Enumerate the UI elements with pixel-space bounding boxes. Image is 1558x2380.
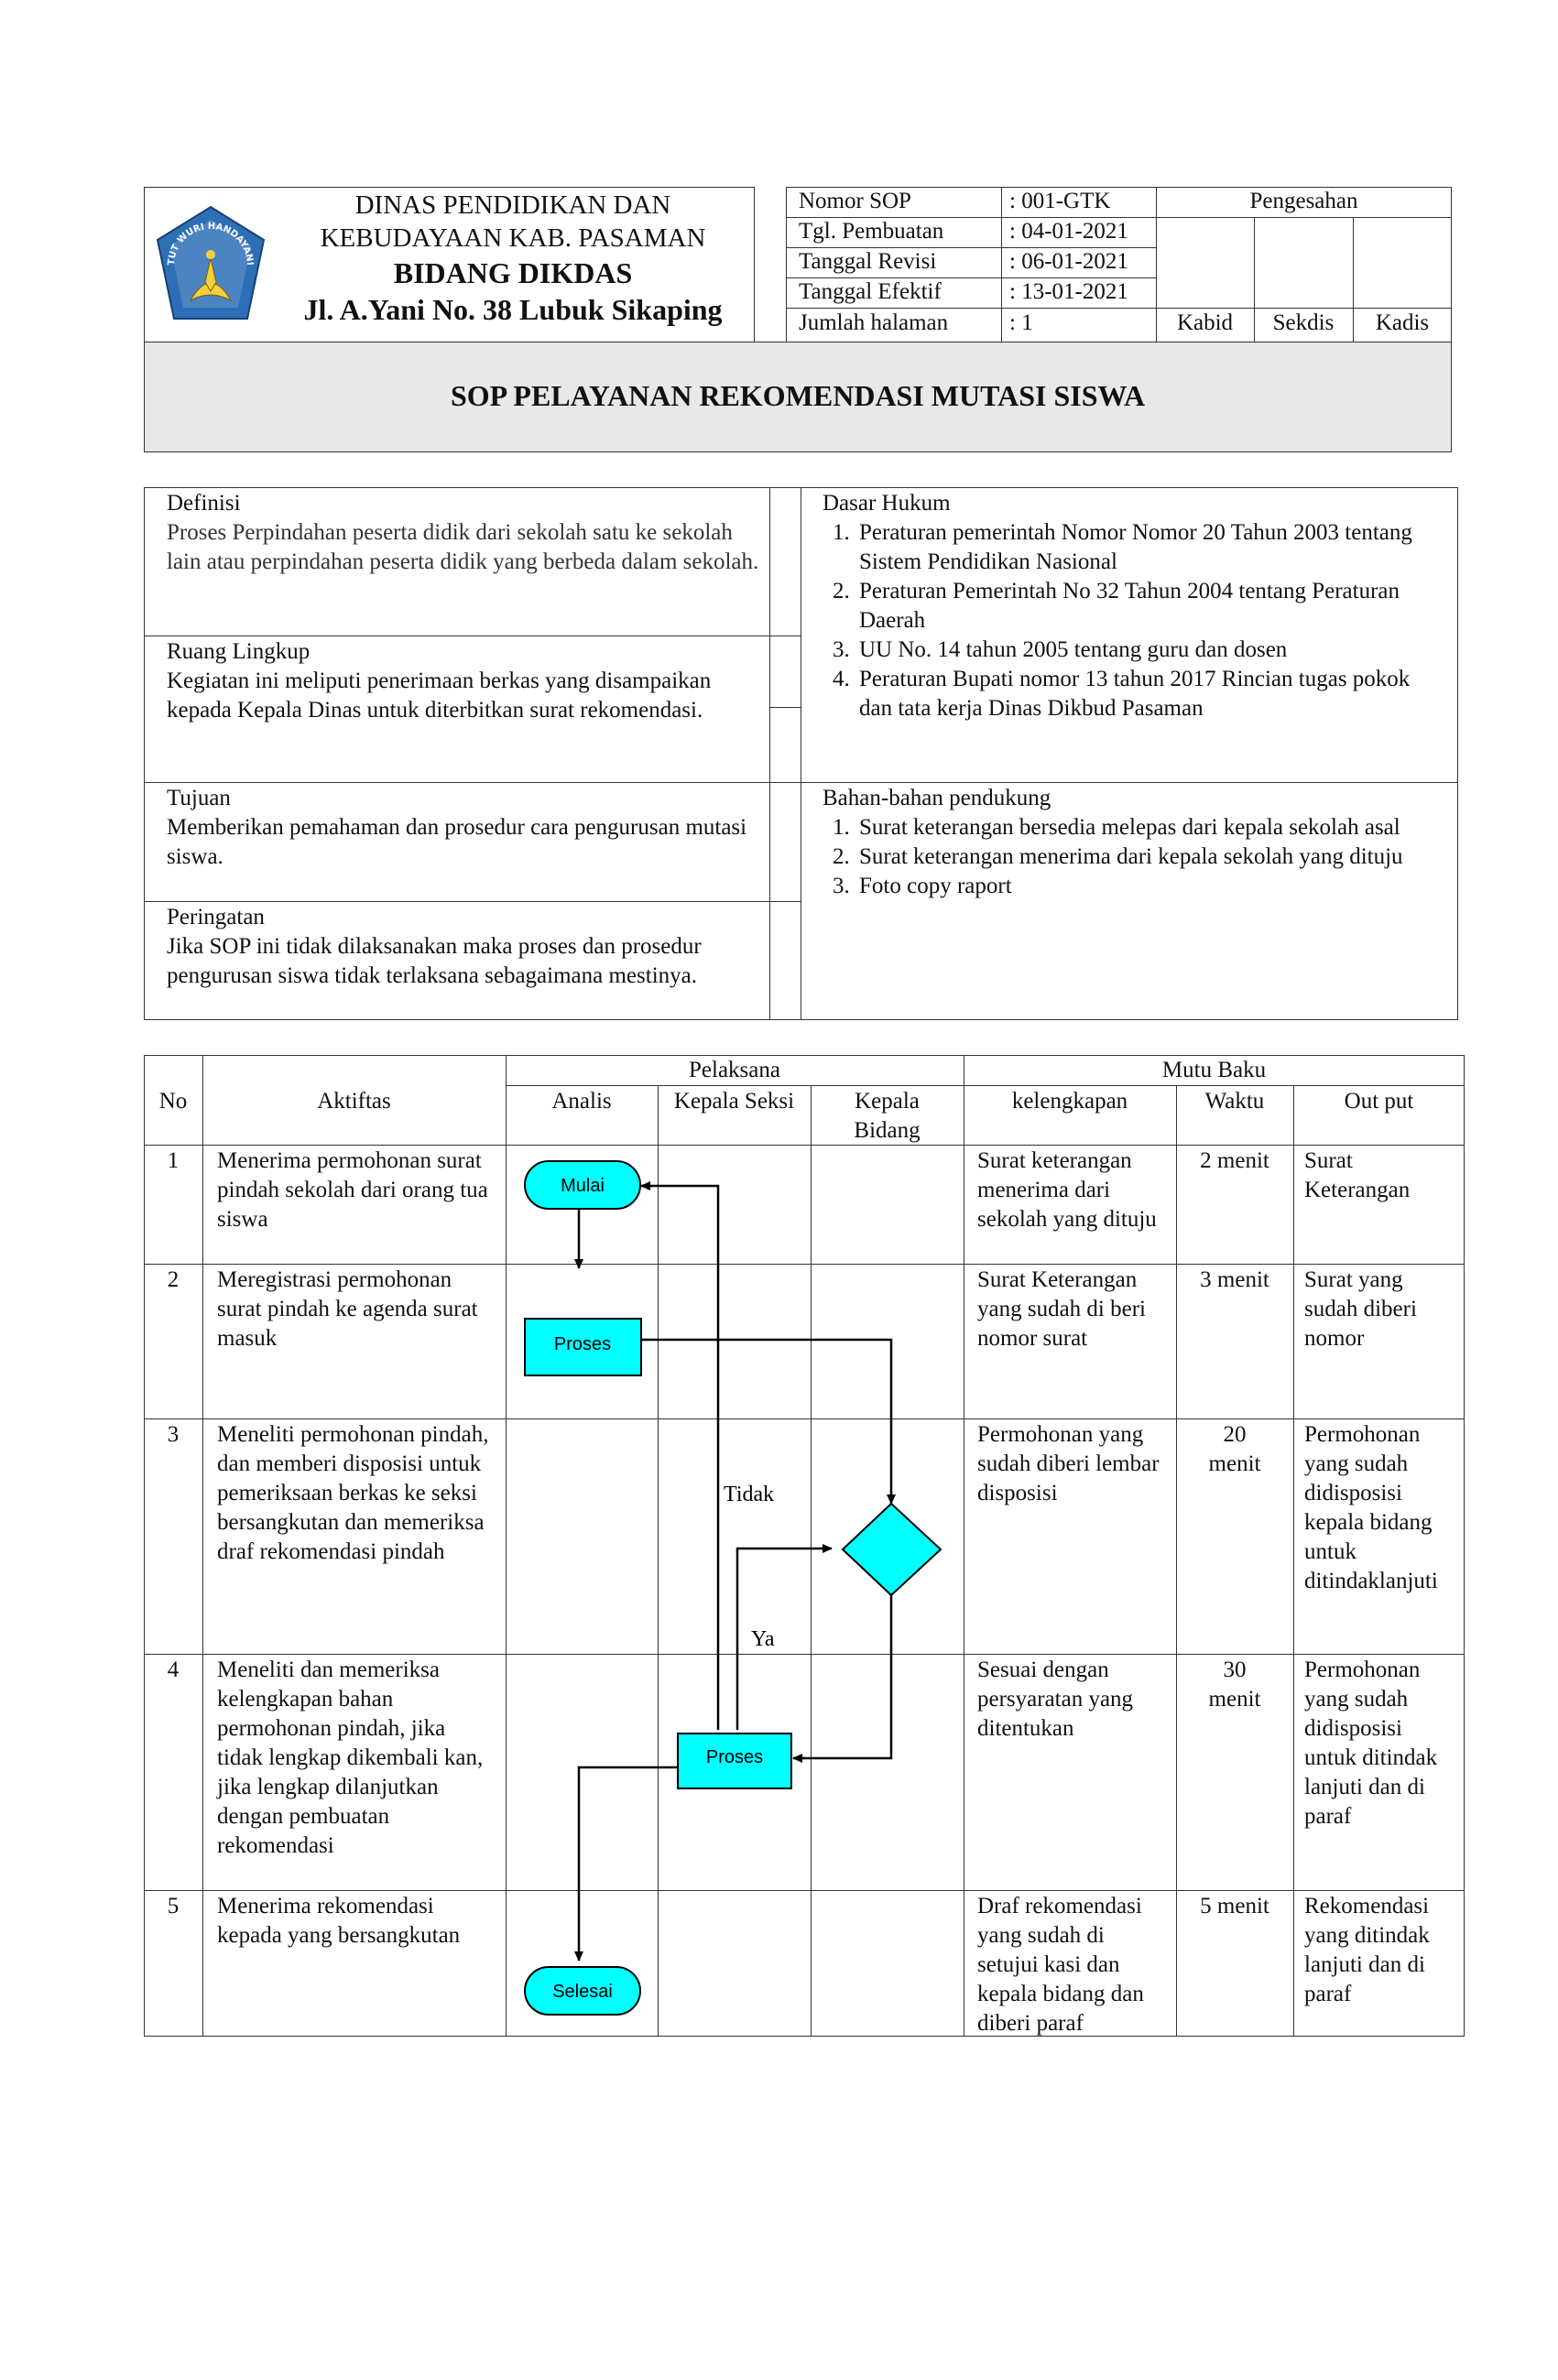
row-kelengkapan: Surat Keterangan yang sudah di beri nomor surat — [977, 1267, 1146, 1351]
row-waktu: 30 menit — [1208, 1657, 1261, 1712]
row-output: Rekomendasi yang ditindak lanjuti dan di paraf — [1304, 1894, 1430, 2006]
bahan-item: 1. Surat keterangan bersedia melepas dari kepala sekolah asal — [855, 813, 1445, 842]
approver-sekdis: Sekdis — [1272, 310, 1335, 335]
row-output: Surat Keterangan — [1304, 1148, 1411, 1202]
meta-label-efektif: Tanggal Efektif — [799, 279, 942, 304]
row-aktifitas: Menerima rekomendasi kepada yang bersangkutan — [217, 1894, 461, 1948]
bahan-pendukung-list — [823, 813, 1445, 901]
row-no: 1 — [167, 1148, 180, 1173]
row-waktu: 2 menit — [1200, 1148, 1269, 1173]
row-output: Surat yang sudah diberi nomor — [1304, 1267, 1417, 1351]
meta-value-halaman: : 1 — [1009, 310, 1033, 335]
bahan-pendukung-title: Bahan-bahan pendukung — [823, 786, 1051, 810]
meta-value-efektif: : 13-01-2021 — [1009, 279, 1128, 304]
col-header-kepala-seksi: Kepala Seksi — [673, 1089, 795, 1114]
tut-wuri-handayani-logo — [147, 201, 275, 330]
row-aktifitas: Meregistrasi permohonan surat pindah ke agenda surat masuk — [217, 1267, 478, 1351]
row-aktifitas: Menerima permohonan surat pindah sekolah dari orang tua siswa — [217, 1148, 488, 1232]
col-header-analis: Analis — [551, 1089, 612, 1114]
tujuan-text: Memberikan pemahaman dan prosedur cara pengurusan mutasi siswa. — [167, 815, 747, 869]
approval-title: Pengesahan — [1249, 189, 1358, 213]
row-output: Permohonan yang sudah didisposisi untuk ditindak lanjuti dan di paraf — [1304, 1657, 1438, 1829]
division-name: BIDANG DIKDAS — [393, 256, 633, 289]
dasar-hukum-title: Dasar Hukum — [823, 491, 951, 516]
peringatan-text: Jika SOP ini tidak dilaksanakan maka proses dan prosedur pengurusan siswa tidak terlaksana sebagaimana mestinya. — [167, 934, 702, 988]
col-header-kepala-bidang: Kepala Bidang — [854, 1089, 921, 1143]
svg-text:TUT WURI HANDAYANI: TUT WURI HANDAYANI — [166, 221, 256, 266]
ruang-lingkup-text: Kegiatan ini meliputi penerimaan berkas yang disampaikan kepada Kepala Dinas untuk diterbitkan surat rekomendasi. — [167, 668, 712, 723]
dasar-hukum-item: 4. Peraturan Bupati nomor 13 tahun 2017 Rincian tugas pokok dan tata kerja Dinas Dikbud Pasaman — [855, 665, 1445, 723]
agency-name-line1: DINAS PENDIDIKAN DAN — [354, 190, 671, 220]
flow-label-tidak: Tidak — [724, 1483, 775, 1506]
meta-value-nomor: : 001-GTK — [1009, 189, 1111, 213]
meta-value-revisi: : 06-01-2021 — [1009, 249, 1128, 274]
approver-kabid: Kabid — [1176, 310, 1234, 335]
meta-label-pembuatan: Tgl. Pembuatan — [799, 219, 944, 244]
col-header-no: No — [158, 1089, 188, 1114]
meta-value-pembuatan: : 04-01-2021 — [1009, 219, 1128, 244]
flow-label-ya: Ya — [751, 1627, 775, 1651]
sop-title: SOP PELAYANAN REKOMENDASI MUTASI SISWA — [450, 379, 1146, 412]
row-kelengkapan: Permohonan yang sudah diberi lembar disposisi — [977, 1422, 1160, 1505]
col-header-waktu: Waktu — [1204, 1089, 1265, 1114]
row-no: 4 — [167, 1657, 180, 1682]
row-no: 2 — [167, 1267, 180, 1292]
definisi-title: Definisi — [167, 491, 241, 516]
ruang-lingkup-title: Ruang Lingkup — [167, 639, 311, 664]
row-kelengkapan: Surat keterangan menerima dari sekolah yang dituju — [977, 1148, 1157, 1232]
col-header-output: Out put — [1344, 1089, 1414, 1114]
dasar-hukum-item: 2. Peraturan Pemerintah No 32 Tahun 2004 tentang Peraturan Daerah — [855, 577, 1445, 636]
flow-process2-label: Proses — [705, 1747, 764, 1767]
meta-label-revisi: Tanggal Revisi — [799, 249, 937, 274]
col-header-kelengkapan: kelengkapan — [1011, 1089, 1128, 1114]
agency-name-line2: KEBUDAYAAN KAB. PASAMAN — [320, 223, 706, 253]
flow-start-terminator — [525, 1161, 640, 1209]
flow-end-label: Selesai — [552, 1982, 613, 2002]
row-kelengkapan: Sesuai dengan persyaratan yang ditentukan — [977, 1657, 1134, 1741]
row-waktu: 5 menit — [1200, 1894, 1269, 1918]
flow-process1-label: Proses — [553, 1334, 612, 1354]
dasar-hukum-item: 3. UU No. 14 tahun 2005 tentang guru dan dosen — [855, 636, 1445, 665]
flow-process-register — [525, 1319, 641, 1375]
meta-label-halaman: Jumlah halaman — [799, 310, 949, 335]
row-kelengkapan: Draf rekomendasi yang sudah di setujui kasi dan kepala bidang dan diberi paraf — [977, 1894, 1144, 2036]
meta-label-nomor: Nomor SOP — [799, 189, 911, 213]
flow-start-label: Mulai — [561, 1176, 605, 1196]
row-no: 5 — [167, 1894, 180, 1918]
dasar-hukum-item: 1. Peraturan pemerintah Nomor Nomor 20 Tahun 2003 tentang Sistem Pendidikan Nasional — [855, 518, 1445, 577]
peringatan-title: Peringatan — [167, 905, 265, 929]
row-aktifitas: Meneliti dan memeriksa kelengkapan bahan permohonan pindah, jika tidak lengkap dikembali kan, jika lengkap dilanjutkan dengan pembuatan rekomendasi — [217, 1657, 484, 1858]
row-output: Permohonan yang sudah didisposisi kepala bidang untuk ditindaklanjuti — [1304, 1422, 1438, 1593]
col-header-mutu-baku: Mutu Baku — [1161, 1058, 1267, 1082]
bahan-item: 3. Foto copy raport — [855, 872, 1445, 901]
row-no: 3 — [167, 1422, 180, 1447]
approver-kadis: Kadis — [1375, 310, 1430, 335]
agency-address: Jl. A.Yani No. 38 Lubuk Sikaping — [303, 293, 723, 326]
flow-process-review — [678, 1733, 791, 1788]
col-header-pelaksana: Pelaksana — [689, 1058, 780, 1082]
bahan-item: 2. Surat keterangan menerima dari kepala sekolah yang dituju — [855, 842, 1445, 872]
tujuan-title: Tujuan — [167, 786, 231, 810]
col-header-aktifitas: Aktiftas — [317, 1089, 391, 1114]
dasar-hukum-list — [823, 518, 1445, 723]
row-waktu: 20 menit — [1208, 1422, 1261, 1476]
flow-end-terminator — [525, 1967, 640, 2015]
row-aktifitas: Meneliti permohonan pindah, dan memberi disposisi untuk pemeriksaan berkas ke seksi bersangkutan dan memeriksa draf rekomendasi pindah — [217, 1422, 489, 1564]
definisi-text: Proses Perpindahan peserta didik dari sekolah satu ke sekolah lain atau perpindahan peserta didik yang berbeda dalam sekolah. — [167, 520, 759, 574]
row-waktu: 3 menit — [1200, 1267, 1269, 1292]
